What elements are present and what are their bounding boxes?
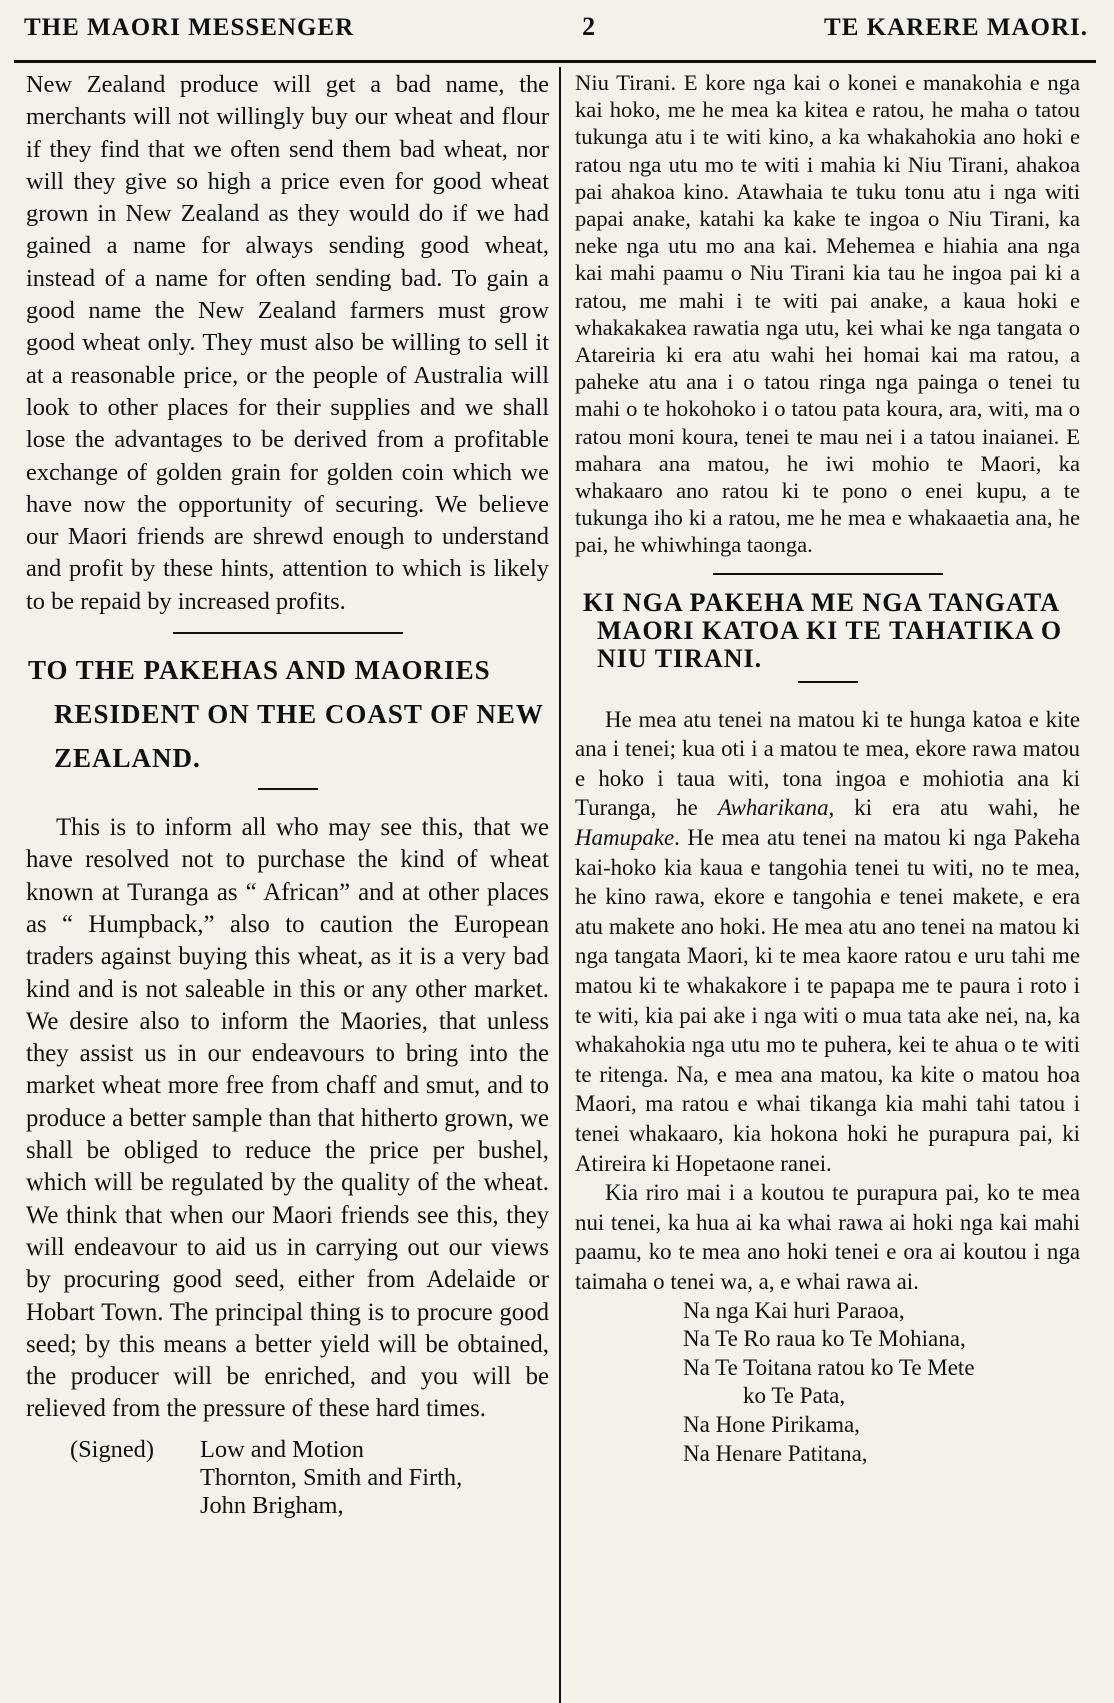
maori-signatories <box>683 1297 1080 1469</box>
heading-separator <box>258 788 318 790</box>
signatory: Na Hone Pirikama, <box>683 1411 860 1437</box>
maori-notice-heading: KI NGA PAKEHA ME NGA TANGATA MAORI KATOA KI TE TAHATIKA O NIU TIRANI. <box>583 587 1063 673</box>
signed-label: (Signed) <box>70 1435 154 1463</box>
masthead-maori-title: TE KARERE MAORI. <box>824 14 1088 41</box>
page-number: 2 <box>582 12 597 41</box>
signatory: Na Te Toitana ratou ko Te Mete <box>683 1354 975 1380</box>
maori-column <box>561 63 1086 1703</box>
signatory: Na Te Ro raua ko Te Mohiana, <box>683 1326 966 1352</box>
signatory: John Brigham, <box>200 1491 344 1519</box>
signatory: Na nga Kai huri Paraoa, <box>683 1297 905 1323</box>
english-signature-block <box>26 1436 549 1520</box>
section-separator <box>173 632 403 634</box>
english-notice-heading: TO THE PAKEHAS AND MAORIES RESIDENT ON THE COAST OF NEW ZEALAND. <box>28 655 544 774</box>
maori-italic-term: Hamupake <box>575 825 675 851</box>
maori-continued-paragraph: Niu Tirani. E kore nga kai o konei e manakohia e nga kai hoko, me he mea ka kitea e ratou, he maha o tatou tukunga atu i te witi kino, a ka whakahokia ano hoki e ratou nga utu mo te witi i mahia ki Niu Tirani, ahakoa pai ahakoa kino. Atawhaia te tuku tonu atu i nga witi papai anake, katahi ka kake te ingoa o Niu Tirani, ka neke nga utu mo ana kai. Mehemea e hiahia ana nga kai mahi paamu o Niu Tirani kia tau he ingoa pai ki a ratou, me mahi i te witi pai anake, a kaua hoki e whakakakea rawatia nga utu, kei whai ke nga tangata o Atareiria ki era atu wahi hei homai kai ma ratou, a paheke atu ana i o tatou ringa nga painga o tenei tu mahi o te hokohoko i o tatou pata koura, ara, witi, ma o ratou moni koura, tenei te mau nei i a tatou inaianei. E mahara ana matou, he iwi mohio te Maori, ka whakaaro ano ratou ki te pono o enei kupu, a te tukunga iho ki a ratou, me he mea e whakaaetia ana, he pai, he whiwhinga taonga. <box>575 70 1080 558</box>
masthead <box>14 8 1096 50</box>
english-signatories <box>200 1436 462 1520</box>
maori-body-text: . He mea atu tenei na matou ki nga Pakeha kai-hoko kia kaua e tangohia tenei tu witi, no te mea, he kino rawa, ekore e tangohia e tenei makete, e era atu makete ano hoki. He mea atu ano tenei na matou ki nga tangata Maori, ki te mea kaore ratou e uru tahi me matou ki te whakakore i te papapa me te paura i roto i te witi, kia pai ake i nga witi o mua tata ake nei, na, ka whakahokia nga utu mo te puhera, kei te ahua o te witi te ritenga. Na, e mea ana matou, ka kite o matou hoa Maori, ma ratou e whai tikanga kia mahi tahi tatou i tenei whakaaro, kia hokona hoki he purapura pai, ki Atireira ki Hopetaone ranei. <box>575 825 1080 1176</box>
signatory: Na Henare Patitana, <box>683 1440 868 1466</box>
english-continued-paragraph: New Zealand produce will get a bad name, the merchants will not willingly buy our wheat and flour if they find that we often send them bad wheat, nor will they give so high a price even for good wheat grown in New Zealand as they would do if we had gained a name for always sending good wheat, instead of a name for often sending bad. To gain a good name the New Zealand farmers must grow good wheat only. They must also be willing to sell it at a reasonable price, or the people of Australia will look to other places for their supplies and we shall lose the advantages to be derived from a profitable exchange of golden grain for golden coin which we have now the opportunity of securing. We believe our Maori friends are shrewd enough to understand and profit by these hints, attention to which is likely to be repaid by increased profits. <box>26 71 549 615</box>
signatory: Low and Motion <box>200 1435 364 1463</box>
signatory: ko Te Pata, <box>743 1383 846 1409</box>
columns <box>14 63 1096 1703</box>
maori-notice-body-1 <box>575 705 1080 1179</box>
maori-body-text: , ki era atu wahi, he <box>828 795 1080 821</box>
maori-body-text: He mea atu tenei na matou ki te hunga katoa e kite ana i tenei; kua oti i a matou te mea, ekore rawa matou e hoko i taua witi, tona ingoa e mohiotia ana ki Turanga, he <box>575 706 1080 821</box>
maori-notice-body-2: Kia riro mai i a koutou te purapura pai, ko te mea nui tenei, ka hua ai ka whai rawa ai hoki nga kai mahi paamu, ko te mea ano hoki tenei e ora ai koutou i nga taimaha o tenei wa, a, e whai rawa ai. <box>575 1180 1080 1294</box>
heading-separator <box>798 681 858 683</box>
section-separator <box>713 573 943 575</box>
maori-italic-term: Awharikana <box>717 795 829 821</box>
masthead-english-title: THE MAORI MESSENGER <box>24 14 355 41</box>
signatory: Thornton, Smith and Firth, <box>200 1463 463 1491</box>
english-column <box>14 63 559 1703</box>
english-notice-body: This is to inform all who may see this, that we have resolved not to purchase the kind of wheat known at Turanga as “ African” and at other places as “ Humpback,” also to caution the European traders against buying this wheat, as it is a very bad kind and is not saleable in this or any other market. We desire also to inform the Maories, that unless they assist us in our endeavours to bring into the market wheat more free from chaff and smut, and to produce a better sample than that hitherto grown, we shall be obliged to reduce the price per bushel, which will be regulated by the quality of the wheat. We think that when our Maori friends see this, they will endeavour to aid us in carrying out our views by procuring good seed, either from Adelaide or Hobart Town. The principal thing is to procure good seed; by this means a better yield will be obtained, the producer will be enriched, and you will be relieved from the pressure of these hard times. <box>26 814 549 1423</box>
